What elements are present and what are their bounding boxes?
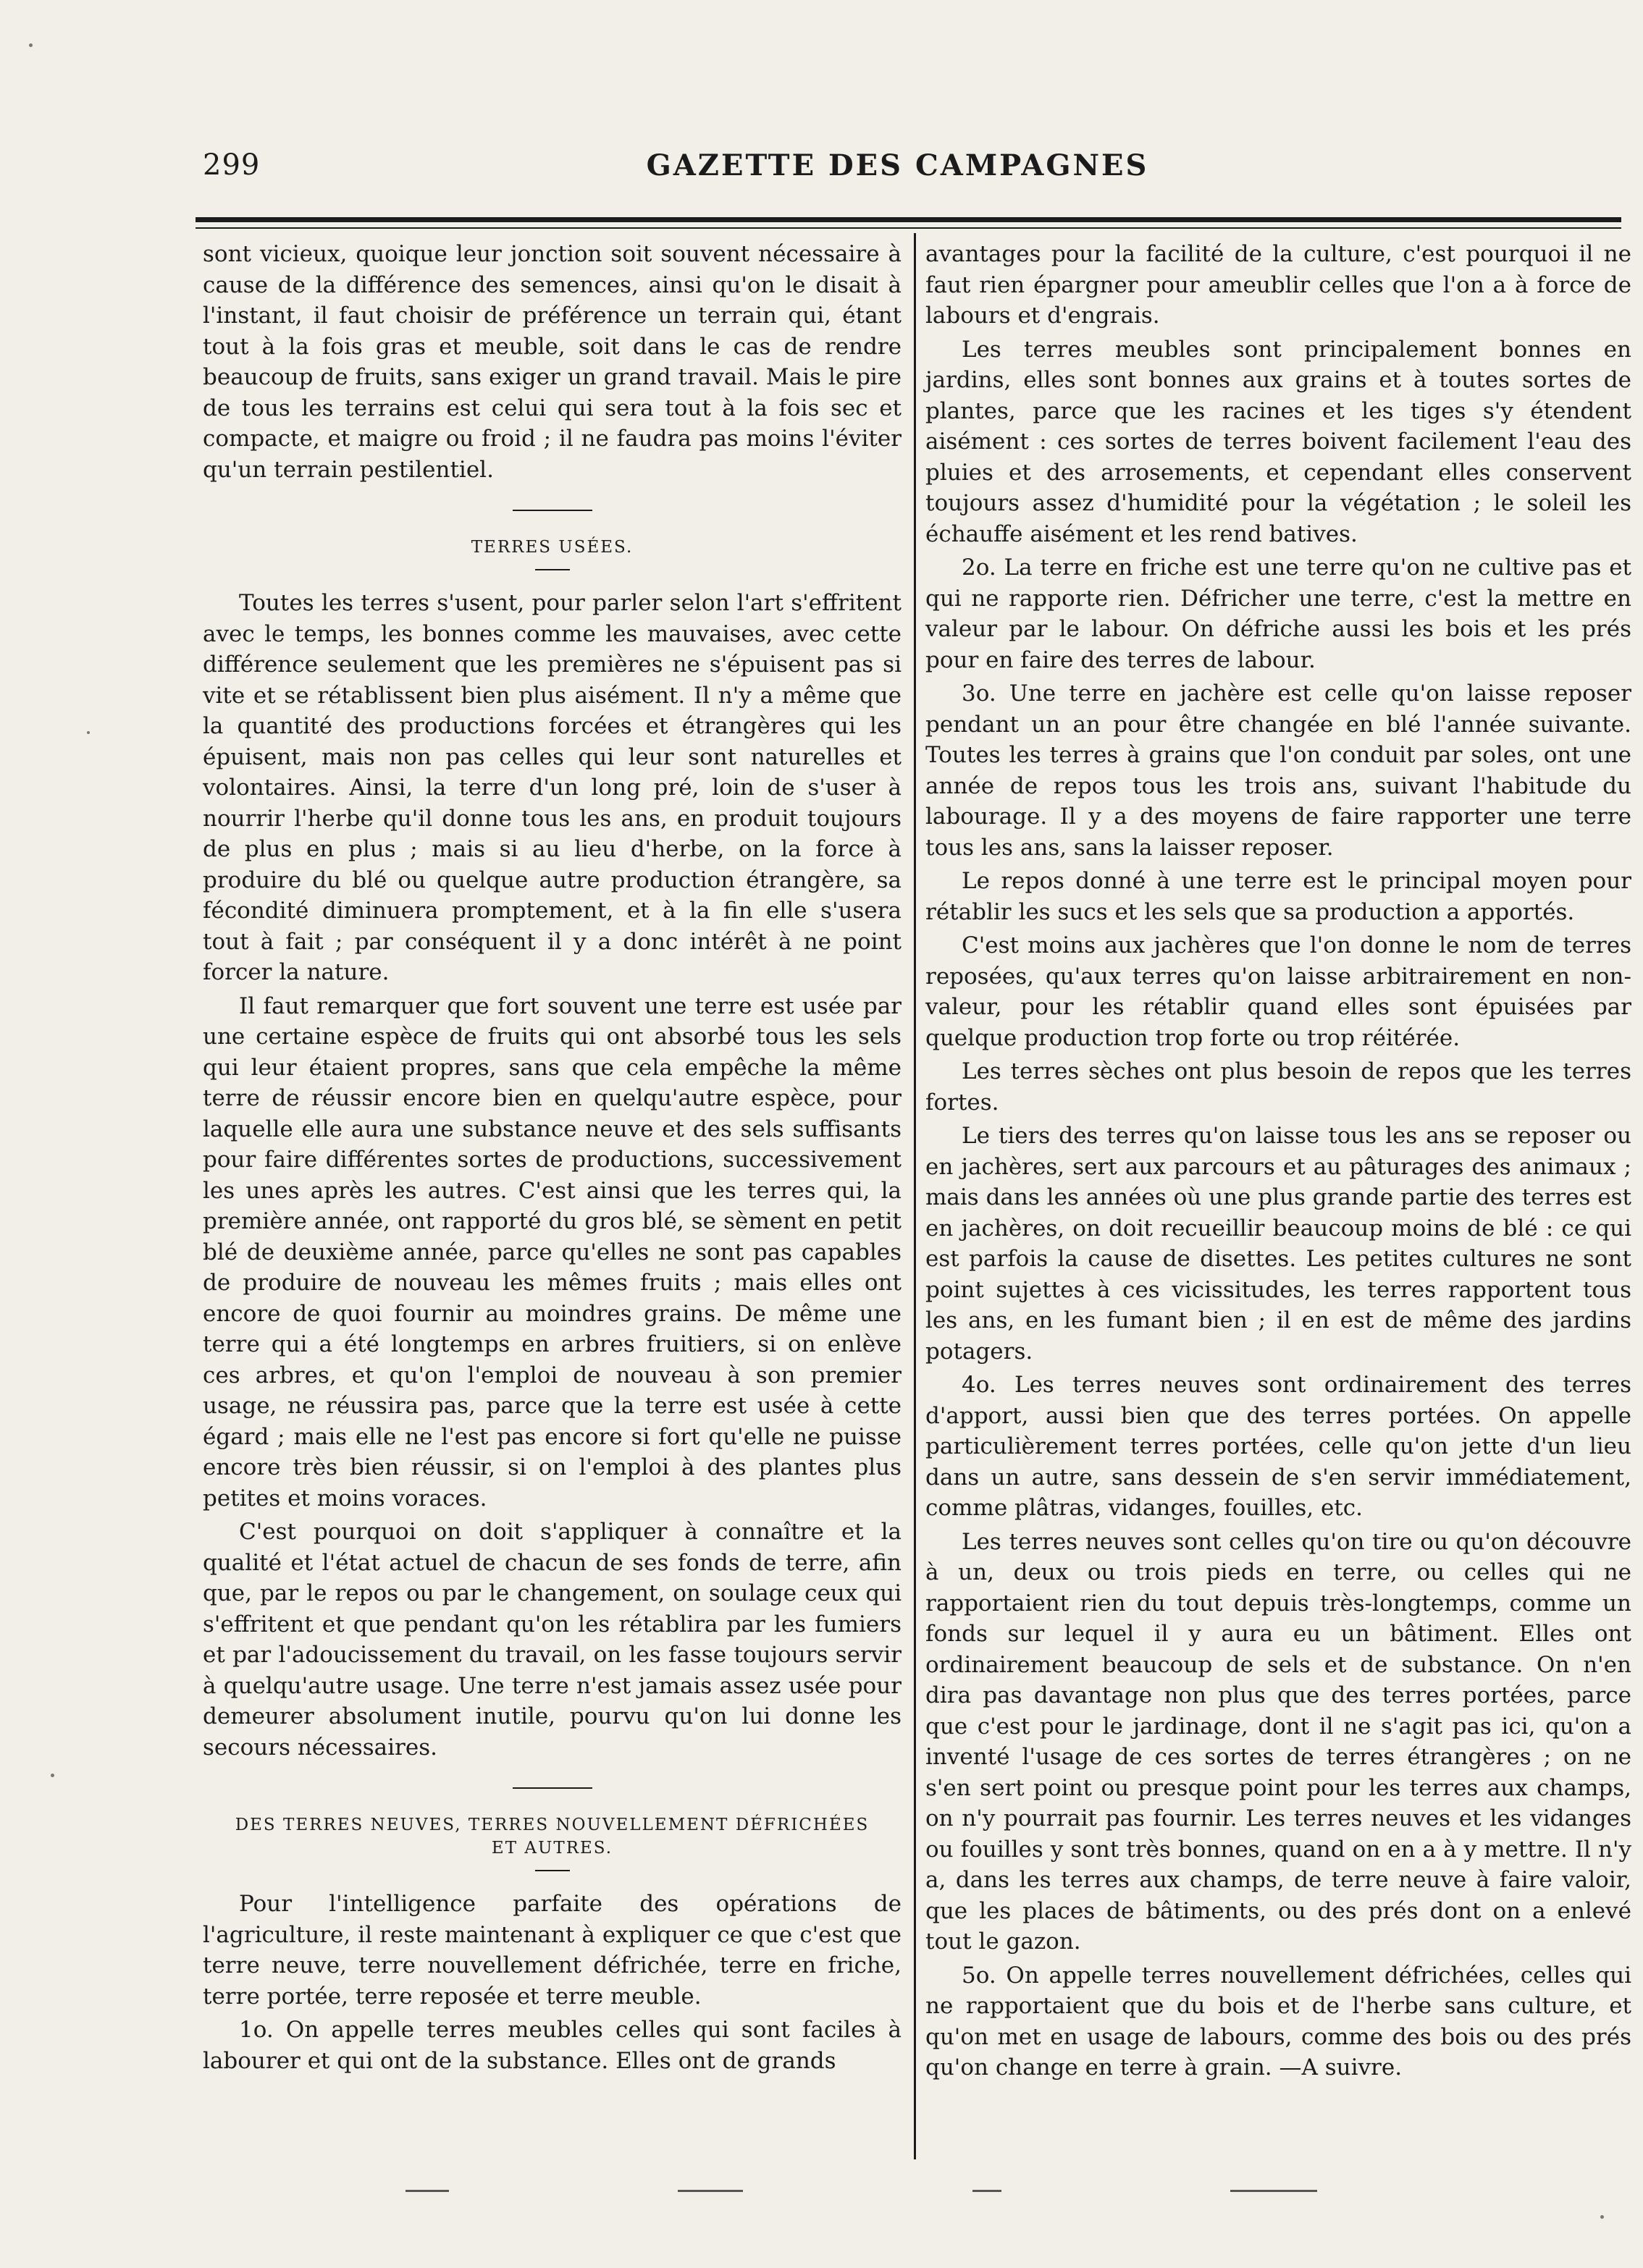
paragraph: Les terres meubles sont principalement bonnes en jardins, elles sont bonnes aux grains et à toutes sortes de plantes, parce que les racines et les tiges s'y étendent aisément : ces sortes de terres boivent facilement l'eau des pluies et des arrosements, et cependant elles conservent toujours assez d'humidité pour la végétation ; le soleil les échauffe aisément et les rend batives. (925, 336, 1631, 547)
paragraph: Pour l'intelligence parfaite des opérations de l'agriculture, il reste maintenant à expliquer ce que c'est que terre neuve, terre nouvellement défrichée, terre en friche, terre portée, terre reposée et terre meuble. (203, 1891, 902, 2010)
print-speck (87, 731, 90, 734)
separator (513, 510, 592, 511)
paragraph: Les terres sèches ont plus besoin de repos que les terres fortes. (925, 1058, 1631, 1116)
paragraph: Les terres neuves sont celles qu'on tire ou qu'on découvre à un, deux ou trois pieds en terre, ou celles qui ne rapportaient rien du tout depuis très-longtemps, comme un fonds sur lequel il y aura eu un bâtiment. Elles ont ordinairement beaucoup de sels et de substance. On n'en dira pas davantage non plus que des terres portées, parce que c'est pour le jardinage, dont il ne s'agit pas ici, qu'on a inventé l'usage de ces sortes de terres étrangères ; on ne s'en sert point ou presque point pour les terres aux champs, on n'y pourrait pas fournir. Les terres neuves et les vidanges ou fouilles y sont très bonnes, quand on en a à y mettre. Il n'y a, dans les terres aux champs, de terre neuve à faire valoir, que les places de bâtiments, ou des prés dont on a enlevé tout le gazon. (925, 1528, 1631, 1955)
print-speck (29, 43, 33, 47)
paragraph: 2o. La terre en friche est une terre qu'on ne cultive pas et qui ne rapporte rien. Défricher une terre, c'est la mettre en valeur par le labour. On défriche aussi les bois et les prés pour en faire des terres de labour. (925, 555, 1631, 673)
header-rule-thick (196, 217, 1621, 222)
print-speck (1600, 2215, 1604, 2219)
paragraph: C'est pourquoi on doit s'appliquer à connaître et la qualité et l'état actuel de chacun de ses fonds de terre, afin que, par le repos ou par le changement, on soulage ceux qui s'effritent et que pendant qu'on les rétablira par les fumiers et par l'adoucissement du travail, on les fasse toujours servir à quelqu'autre usage. Une terre n'est jamais assez usée pour demeurer absolument inutile, pourvu qu'on lui donne les secours nécessaires. (203, 1519, 902, 1761)
separator (535, 569, 570, 570)
section-heading: DES TERRES NEUVES, TERRES NOUVELLEMENT DÉFRICHÉES ET AUTRES. (235, 1816, 870, 1858)
page-header (196, 148, 1600, 199)
print-speck (51, 1774, 54, 1777)
column-divider (914, 233, 916, 2159)
paragraph: Toutes les terres s'usent, pour parler selon l'art s'effritent avec le temps, les bonnes comme les mauvaises, avec cette différence seulement que les premières ne s'épuisent pas si vite et se rétablissent bien plus aisément. Il n'y a même que la quantité des productions forcées et étrangères qui les épuisent, mais non pas celles qui leur sont naturelles et volontaires. Ainsi, la terre d'un long pré, loin de s'user à nourrir l'herbe qu'il donne tous les ans, en produit toujours de plus en plus ; mais si au lieu d'herbe, on la force à produire du blé ou quelque autre production étrangère, sa fécondité diminuera promptement, et à la fin elle s'usera tout à fait ; par conséquent il y a donc intérêt à ne point forcer la nature. (203, 590, 902, 985)
paragraph: Le repos donné à une terre est le principal moyen pour rétablir les sucs et les sels que sa production a apportés. (925, 868, 1631, 925)
paragraph: Le tiers des terres qu'on laisse tous les ans se reposer ou en jachères, sert aux parcours et au pâturages des animaux ; mais dans les années où une plus grande partie des terres est en jachères, on doit recueillir beaucoup moins de blé : ce qui est parfois la cause de disettes. Les petites cultures ne sont point sujettes à ces vicissitudes, les terres rapportent tous les ans, en les fumant bien ; il en est de même des jardins potagers. (925, 1123, 1631, 1365)
paragraph: 3o. Une terre en jachère est celle qu'on laisse reposer pendant un an pour être changée en blé l'année suivante. Toutes les terres à grains que l'on conduit par soles, ont une année de repos tous les trois ans, suivant l'habitude du labourage. Il y a des moyens de faire rapporter une terre tous les ans, sans la laisser reposer. (925, 680, 1631, 861)
separator (513, 1787, 592, 1789)
right-column (925, 239, 1631, 2086)
paragraph: 5o. On appelle terres nouvellement défrichées, celles qui ne rapportaient que du bois et de l'herbe sans culture, et qu'on met en usage de labours, comme des bois ou des prés qu'on change en terre à grain. —A suivre. (925, 1962, 1631, 2081)
paragraph: avantages pour la facilité de la culture, c'est pourquoi il ne faut rien épargner pour ameublir celles que l'on a à force de labours et d'engrais. (925, 241, 1631, 329)
paragraph: 4o. Les terres neuves sont ordinairement des terres d'apport, aussi bien que des terres portées. On appelle particulièrement terres portées, celle qu'on jette d'un lieu dans un autre, sans dessein de s'en servir immédiatement, comme plâtras, vidanges, fouilles, etc. (925, 1372, 1631, 1521)
journal-title: GAZETTE DES CAMPAGNES (646, 148, 1149, 182)
paragraph: 1o. On appelle terres meubles celles qui sont faciles à labourer et qui ont de la substance. Elles ont de grands (203, 2017, 902, 2074)
paragraph: C'est moins aux jachères que l'on donne le nom de terres reposées, qu'aux terres qu'on laisse arbitrairement en non-valeur, pour les rétablir quand elles sont épuisées par quelque production trop forte ou trop réitérée. (925, 932, 1631, 1051)
left-column (203, 239, 902, 2079)
header-rule-thin (196, 227, 1621, 229)
page-number: 299 (203, 148, 261, 182)
paragraph: sont vicieux, quoique leur jonction soit souvent nécessaire à cause de la différence des semences, ainsi qu'on le disait à l'instant, il faut choisir de préférence un terrain qui, étant tout à la fois gras et meuble, soit dans le cas de rendre beaucoup de fruits, sans exiger un grand travail. Mais le pire de tous les terrains est celui qui sera tout à la fois sec et compacte, et maigre ou froid ; il ne faudra pas moins l'éviter qu'un terrain pestilentiel. (203, 241, 902, 483)
footer-print-marks (406, 2190, 1317, 2197)
section-heading: TERRES USÉES. (471, 538, 634, 557)
separator (535, 1870, 570, 1871)
paragraph: Il faut remarquer que fort souvent une terre est usée par une certaine espèce de fruits qui ont absorbé tous les sels qui leur étaient propres, sans que cela empêche la même terre de réussir encore bien en quelqu'autre espèce, pour laquelle elle aura une substance neuve et des sels suffisants pour faire différentes sortes de productions, successivement les unes après les autres. C'est ainsi que les terres qui, la première année, ont rapporté du gros blé, se sèment en petit blé de deuxième année, parce qu'elles ne sont pas capables de produire de nouveau les mêmes fruits ; mais elles ont encore de quoi fournir au moindres grains. De même une terre qui a été longtemps en arbres fruitiers, si on enlève ces arbres, et qu'on l'emploi de nouveau à son premier usage, ne réussira pas, parce que la terre est usée à cette égard ; mais elle ne l'est pas encore si fort qu'elle ne puisse encore très bien réussir, si on l'emploi à des plantes plus petites et moins voraces. (203, 992, 902, 1512)
